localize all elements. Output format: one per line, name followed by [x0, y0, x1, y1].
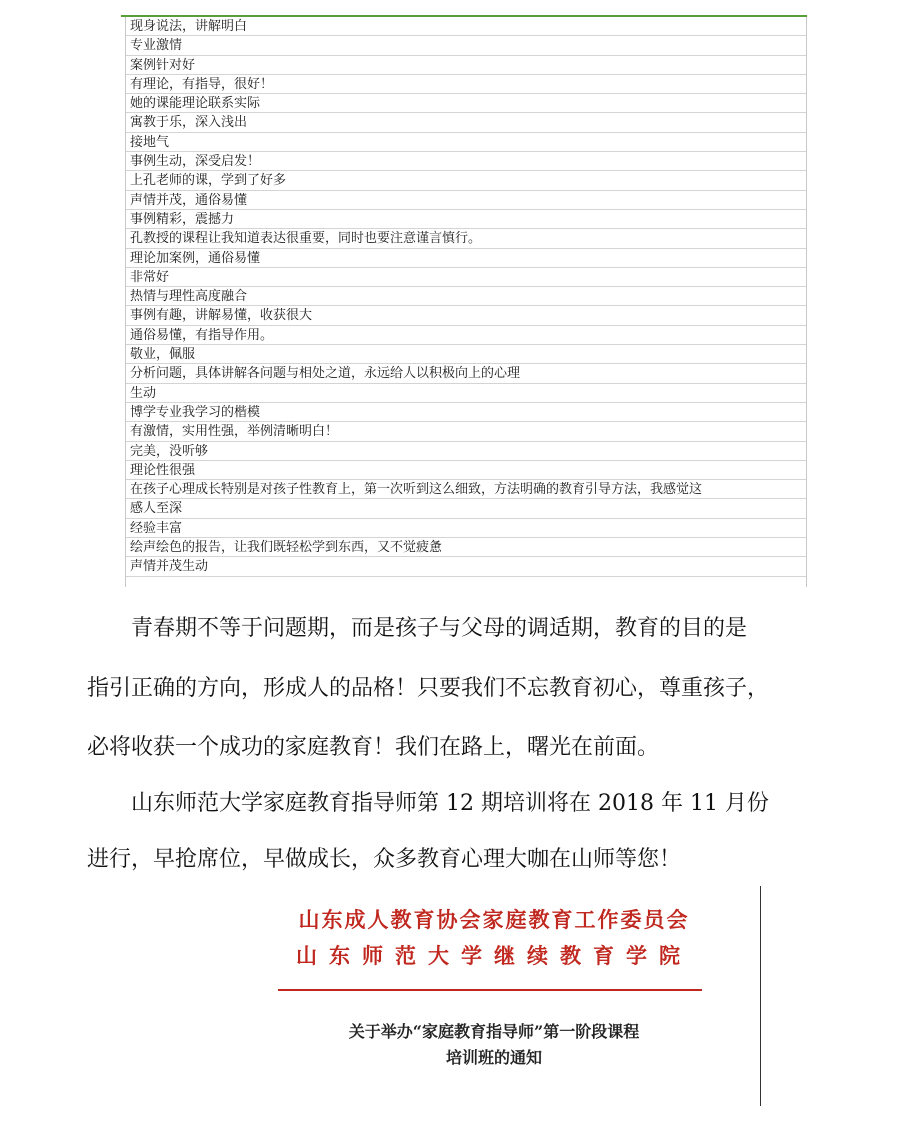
- feedback-row: 现身说法，讲解明白: [126, 17, 806, 36]
- margin-line: [760, 886, 761, 1106]
- feedback-row: 在孩子心理成长特别是对孩子性教育上，第一次听到这么细致，方法明确的教育引导方法，我感觉这: [126, 480, 806, 499]
- org-name-2: 山东师范大学继续教育学院: [296, 943, 692, 968]
- feedback-row: 接地气: [126, 133, 806, 152]
- feedback-row: 分析问题，具体讲解各问题与相处之道，永远给人以积极向上的心理: [126, 364, 806, 383]
- feedback-rows: [126, 17, 806, 577]
- feedback-row: 博学专业我学习的楷模: [126, 403, 806, 422]
- feedback-row: 有理论，有指导，很好！: [126, 75, 806, 94]
- notice-title-line-1: 关于举办“家庭教育指导师”第一阶段课程: [348, 1022, 640, 1041]
- feedback-row: 经验丰富: [126, 519, 806, 538]
- feedback-row: 案例针对好: [126, 56, 806, 75]
- paragraph-line-2: 指引正确的方向，形成人的品格！只要我们不忘教育初心，尊重孩子，: [87, 676, 770, 701]
- paragraph-line-5: 进行，早抢席位，早做成长，众多教育心理大咖在山师等您！: [87, 847, 682, 872]
- feedback-row: 敬业，佩服: [126, 345, 806, 364]
- notice-title-line-2: 培训班的通知: [445, 1048, 542, 1067]
- feedback-row: 上孔老师的课，学到了好多: [126, 171, 806, 190]
- paragraph-line-3: 必将收获一个成功的家庭教育！我们在路上，曙光在前面。: [87, 735, 660, 760]
- paragraph-training-announcement: 山东师范大学家庭教育指导师第 12 期培训将在 2018 年 11 月份: [87, 791, 769, 816]
- feedback-row: 有激情，实用性强，举例清晰明白！: [126, 422, 806, 441]
- feedback-row: 非常好: [126, 268, 806, 287]
- column-border: [806, 17, 807, 587]
- notice-document: [270, 886, 770, 1116]
- feedback-row: 完美，没听够: [126, 442, 806, 461]
- feedback-row: 理论加案例，通俗易懂: [126, 249, 806, 268]
- feedback-row: 事例有趣，讲解易懂，收获很大: [126, 306, 806, 325]
- feedback-row: 声情并茂生动: [126, 557, 806, 576]
- org-name-1: 山东成人教育协会家庭教育工作委员会: [298, 907, 690, 932]
- feedback-row: 事例生动，深受启发！: [126, 152, 806, 171]
- feedback-row: 声情并茂，通俗易懂: [126, 191, 806, 210]
- feedback-row: 专业激情: [126, 36, 806, 55]
- feedback-row: 事例精彩，震撼力: [126, 210, 806, 229]
- feedback-row: 绘声绘色的报告，让我们既轻松学到东西，又不觉疲惫: [126, 538, 806, 557]
- feedback-row: 她的课能理论联系实际: [126, 94, 806, 113]
- feedback-row: 通俗易懂，有指导作用。: [126, 326, 806, 345]
- feedback-row: 感人至深: [126, 499, 806, 518]
- feedback-spreadsheet: [121, 15, 807, 587]
- feedback-row: 孔教授的课程让我知道表达很重要，同时也要注意谨言慎行。: [126, 229, 806, 248]
- feedback-row: 理论性很强: [126, 461, 806, 480]
- red-divider: [278, 989, 702, 991]
- feedback-row: 热情与理性高度融合: [126, 287, 806, 306]
- feedback-row: 生动: [126, 384, 806, 403]
- feedback-row: 寓教于乐，深入浅出: [126, 113, 806, 132]
- paragraph-adolescence: 青春期不等于问题期，而是孩子与父母的调适期，教育的目的是: [87, 616, 748, 641]
